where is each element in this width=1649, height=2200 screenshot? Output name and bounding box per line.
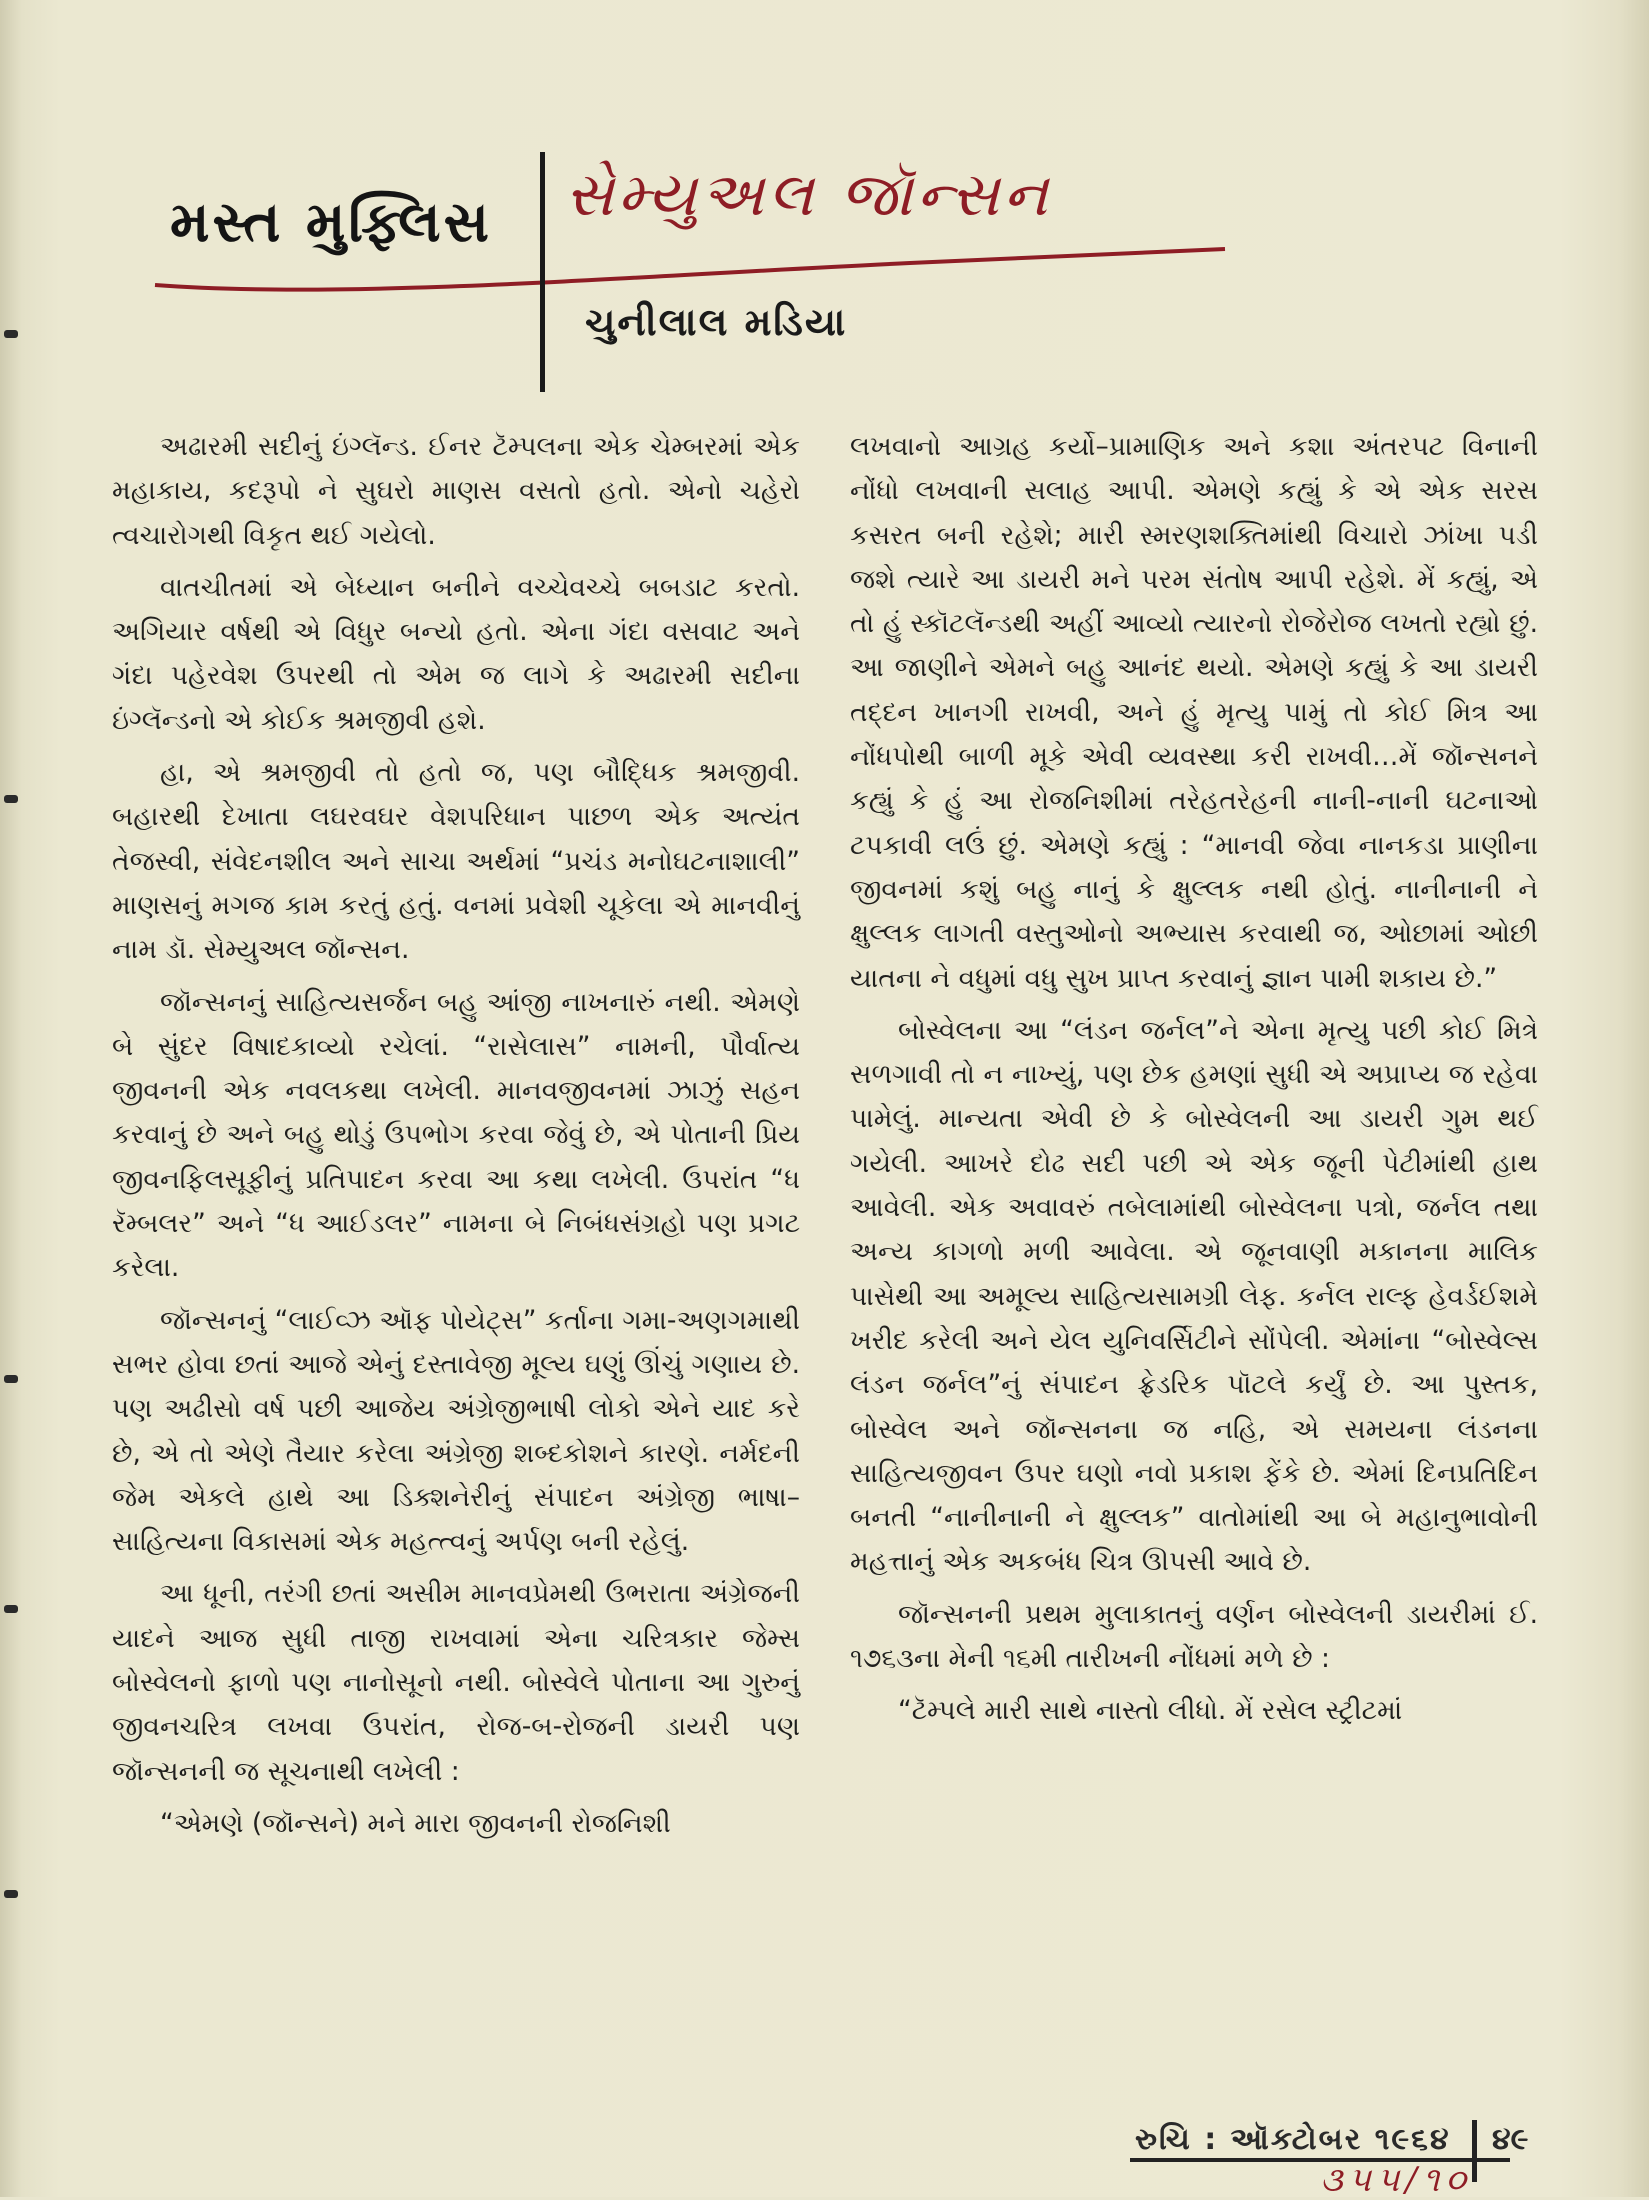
paragraph: આ ધૂની, તરંગી છતાં અસીમ માનવપ્રેમથી ઉભરાતા અંગ્રેજની યાદને આજ સુધી તાજી રાખવામાં એના ચરિત્રકાર જેમ્સ બોસ્વેલનો ફાળો પણ નાનોસૂનો નથી. બોસ્વેલે પોતાના આ ગુરુનું જીવનચરિત્ર લખવા ઉપરાંત, રોજ-બ-રોજની ડાયરી પણ જૉન્સનની જ સૂચનાથી લખેલી : xyxy=(112,1578,800,1787)
footer-magazine-issue: રુચિ : ઑક્ટોબર ૧૯૬૪ xyxy=(1135,2122,1451,2157)
paragraph: “ટૅમ્પલે મારી સાથે નાસ્તો લીધો. મેં રસેલ સ્ટ્રીટમાં xyxy=(898,1695,1403,1727)
paragraph: હા, એ શ્રમજીવી તો હતો જ, પણ બૌદ્ધિક શ્રમજીવી. બહારથી દેખાતા લઘરવઘર વેશપરિધાન પાછળ એક અત્યંત તેજસ્વી, સંવેદનશીલ અને સાચા અર્થમાં “પ્રચંડ મનોઘટનાશાલી” માણસનું મગજ કામ કરતું હતું. વનમાં પ્રવેશી ચૂકેલા એ માનવીનું નામ ડૉ. સેમ્યુઅલ જૉન્સન. xyxy=(112,757,800,966)
paragraph: જૉન્સનનું સાહિત્યસર્જન બહુ આંજી નાખનારું નથી. એમણે બે સુંદર વિષાદકાવ્યો રચેલાં. “રાસેલાસ” નામની, પૌર્વાત્ય જીવનની એક નવલકથા લખેલી. માનવજીવનમાં ઝાઝું સહન કરવાનું છે અને બહુ થોડું ઉપભોગ કરવા જેવું છે, એ પોતાની પ્રિય જીવનફિલસૂફીનું પ્રતિપાદન કરવા આ કથા લખેલી. ઉપરાંત “ધ રૅમ્બલર” અને “ધ આઈડલર” નામના બે નિબંધસંગ્રહો પણ પ્રગટ કરેલા. xyxy=(112,986,800,1284)
paragraph: લખવાનો આગ્રહ કર્યો–પ્રામાણિક અને કશા અંતરપટ વિનાની નોંધો લખવાની સલાહ આપી. એમણે કહ્યું કે એ એક સરસ કસરત બની રહેશે; મારી સ્મરણશક્તિમાંથી વિચારો ઝાંખા પડી જશે ત્યારે આ ડાયરી મને પરમ સંતોષ આપી રહેશે. મેં કહ્યું, એ તો હું સ્કૉટલૅન્ડથી અહીં આવ્યો ત્યારનો રોજેરોજ લખતો રહ્યો છું. આ જાણીને એમને બહુ આનંદ થયો. એમણે કહ્યું કે આ ડાયરી તદ્દન ખાનગી રાખવી, અને હું મૃત્યુ પામું તો કોઈ મિત્ર આ નોંધપોથી બાળી મૂકે એવી વ્યવસ્થા કરી રાખવી…મેં જૉન્સનને કહ્યું કે હું આ રોજનિશીમાં તરેહતરેહની નાની-નાની ઘટનાઓ ટપકાવી લઉં છું. એમણે કહ્યું : “માનવી જેવા નાનકડા પ્રાણીના જીવનમાં કશું બહુ નાનું કે ક્ષુલ્લક નથી હોતું. નાનીનાની ને ક્ષુલ્લક લાગતી વસ્તુઓનો અભ્યાસ કરવાથી જ, ઓછામાં ઓછી યાતના ને વધુમાં વધુ સુખ પ્રાપ્ત કરવાનું જ્ઞાન પામી શકાય છે.” xyxy=(850,431,1538,994)
article-column-left xyxy=(112,425,800,1854)
header-vertical-rule xyxy=(540,152,545,392)
binding-hole-mark xyxy=(4,1605,18,1613)
binding-hole-mark xyxy=(4,330,18,338)
subject-name-signature: સેમ્યુઅલ જૉન્સન xyxy=(565,160,1052,230)
page-number: ૪૯ xyxy=(1492,2122,1529,2157)
paragraph: જૉન્સનનું “લાઈવ્ઝ ઑફ પોયેટ્સ” કર્તાના ગમા-અણગમાથી સભર હોવા છતાં આજે એનું દસ્તાવેજી મૂલ્ય ઘણું ઊંચું ગણાય છે. પણ અઢીસો વર્ષ પછી આજેય અંગ્રેજીભાષી લોકો એને યાદ કરે છે, એ તો એણે તૈયાર કરેલા અંગ્રેજી શબ્દકોશને કારણે. નર્મદની જેમ એકલે હાથે આ ડિક્શનેરીનું સંપાદન અંગ્રેજી ભાષા–સાહિત્યના વિકાસમાં એક મહત્ત્વનું અર્પણ બની રહેલું. xyxy=(112,1304,800,1558)
paragraph: બોસ્વેલના આ “લંડન જર્નલ”ને એના મૃત્યુ પછી કોઈ મિત્રે સળગાવી તો ન નાખ્યું, પણ છેક હમણાં સુધી એ અપ્રાપ્ય જ રહેવા પામેલું. માન્યતા એવી છે કે બોસ્વેલની આ ડાયરી ગુમ થઈ ગયેલી. આખરે દોઢ સદી પછી એ એક જૂની પેટીમાંથી હાથ આવેલી. એક અવાવરું તબેલામાંથી બોસ્વેલના પત્રો, જર્નલ તથા અન્ય કાગળો મળી આવેલા. એ જૂનવાણી મકાનના માલિક પાસેથી આ અમૂલ્ય સાહિત્યસામગ્રી લેફ. કર્નલ રાલ્ફ હેવર્ડઈશમે ખરીદ કરેલી અને યેલ યુનિવર્સિટીને સોંપેલી. એમાંના “બોસ્વેલ્સ લંડન જર્નલ”નું સંપાદન ફ્રેડરિક પૉટલે કર્યું છે. આ પુસ્તક, બોસ્વેલ અને જૉન્સનના જ નહિ, એ સમયના લંડનના સાહિત્યજીવન ઉપર ઘણો નવો પ્રકાશ ફેંકે છે. એમાં દિનપ્રતિદિન બનતી “નાનીનાની ને ક્ષુલ્લક” વાતોમાંથી આ બે મહાનુભાવોની મહત્તાનું એક અકબંધ ચિત્ર ઊપસી આવે છે. xyxy=(850,1014,1538,1578)
author-name: ચુનીલાલ મડિયા xyxy=(585,300,848,344)
article-column-right xyxy=(850,425,1538,1742)
paragraph: અઢારમી સદીનું ઇંગ્લૅન્ડ. ઈનર ટૅમ્પલના એક ચેમ્બરમાં એક મહાકાય, કદરૂપો ને સુઘરો માણસ વસતો હતો. એનો ચહેરો ત્વચારોગથી વિકૃત થઈ ગયેલો. xyxy=(112,431,800,551)
handwritten-note: ૩૫૫/૧૦ xyxy=(1320,2160,1472,2200)
paragraph: “એમણે (જૉન્સને) મને મારા જીવનની રોજનિશી xyxy=(160,1807,671,1839)
paragraph: જૉન્સનની પ્રથમ મુલાકાતનું વર્ણન બોસ્વેલની ડાયરીમાં ઈ. ૧૭૬૩ના મેની ૧૬મી તારીખની નોંધમાં મળે છે : xyxy=(850,1598,1538,1675)
column-title: મસ્ત મુફ્લિસ xyxy=(170,190,492,255)
paragraph: વાતચીતમાં એ બેધ્યાન બનીને વચ્ચેવચ્ચે બબડાટ કરતો. અગિયાર વર્ષથી એ વિધુર બન્યો હતો. એના ગંદા વસવાટ અને ગંદા પહેરવેશ ઉપરથી તો એમ જ લાગે કે અઢારમી સદીના ઇંગ્લૅન્ડનો એ કોઈક શ્રમજીવી હશે. xyxy=(112,571,800,736)
binding-hole-mark xyxy=(4,1890,18,1898)
binding-hole-mark xyxy=(4,795,18,803)
binding-hole-mark xyxy=(4,1375,18,1383)
footer-divider xyxy=(1472,2120,1477,2182)
